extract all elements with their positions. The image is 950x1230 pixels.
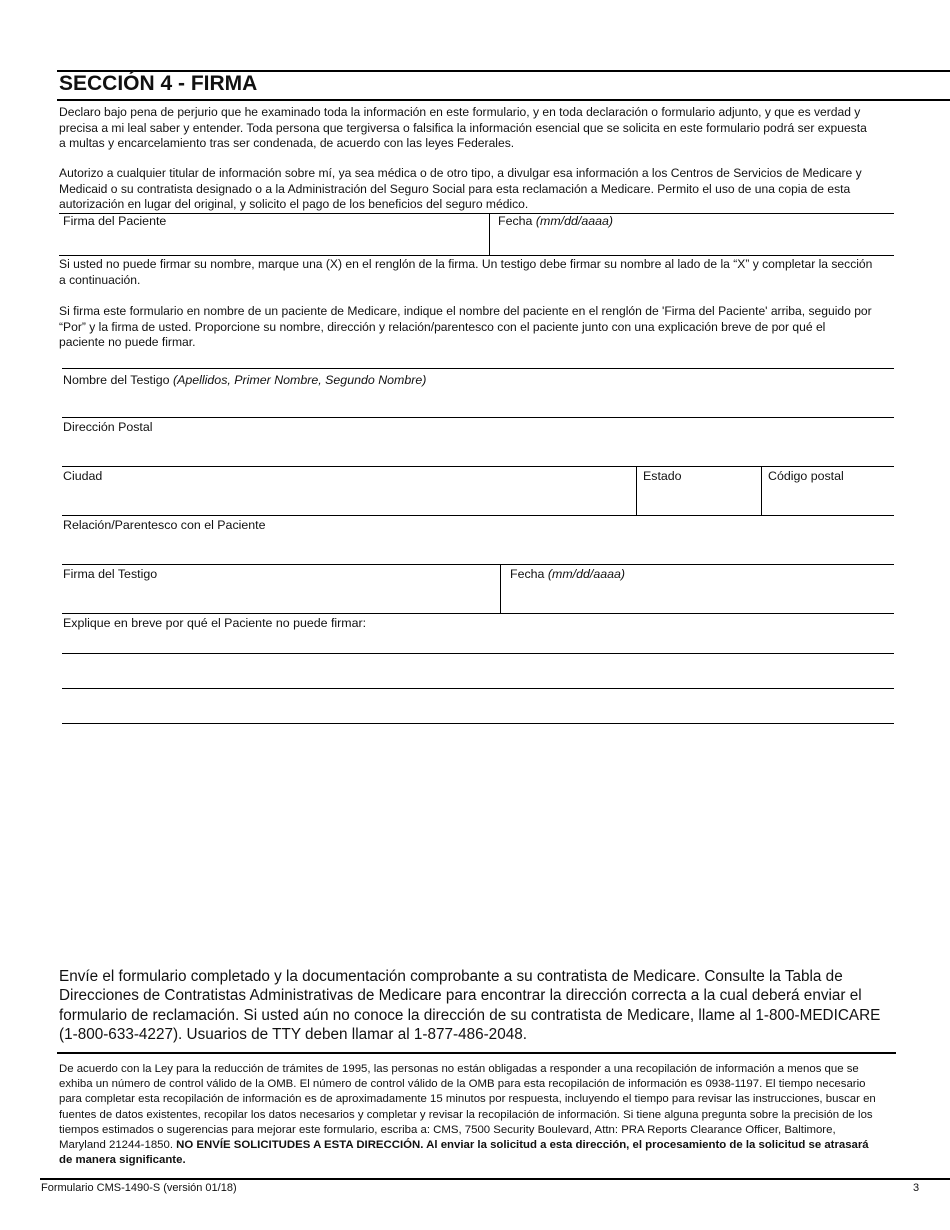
witness-zip-label: Código postal xyxy=(768,469,844,483)
pra-top-rule xyxy=(57,1052,896,1054)
witness-address-label: Dirección Postal xyxy=(63,420,153,434)
witness-name-label xyxy=(63,373,426,388)
witness-date-label xyxy=(510,567,625,582)
witness-explain-top-line xyxy=(62,613,894,614)
patient-date-label-text: Fecha xyxy=(498,214,533,228)
patient-date-label xyxy=(498,214,613,229)
instructions-paragraph-1: Si usted no puede firmar su nombre, marque una (X) en el renglón de la firma. Un testigo debe firmar su nombre al lado de la “X” y completar la sección a continuación. xyxy=(59,257,873,287)
witness-name-label-text: Nombre del Testigo xyxy=(63,373,170,387)
witness-explain-field-3[interactable] xyxy=(62,689,894,723)
witness-date-format: (mm/dd/aaaa) xyxy=(547,567,626,581)
declaration-paragraph-1: Declaro bajo pena de perjurio que he examinado toda la información en este formulario, y en toda declaración o formulario adjunto, y que es verdad y precisa a mi leal saber y entender. Toda persona que tergiversa o falsifica la información esencial que se solicita en este formulario podrá ser expuesta a multas y encarcelamiento tras ser condenada, de acuerdo con las leyes Federales. xyxy=(59,105,867,151)
witness-signature-label: Firma del Testigo xyxy=(63,567,158,581)
witness-explain-field-1[interactable] xyxy=(62,632,894,653)
pra-disclosure-warning: NO ENVÍE SOLICITUDES A ESTA DIRECCIÓN. Al enviar la solicitud a esta dirección, el procesamiento de la solicitud se atrasará de manera significante. xyxy=(59,1139,869,1167)
witness-address-field[interactable] xyxy=(62,418,894,466)
witness-relation-label: Relación/Parentesco con el Paciente xyxy=(63,518,266,532)
witness-explain-label: Explique en breve por qué el Paciente no puede firmar: xyxy=(63,616,367,630)
witness-city-label: Ciudad xyxy=(63,469,103,483)
instructions-paragraph-2: Si firma este formulario en nombre de un paciente de Medicare, indique el nombre del paciente en el renglón de 'Firma del Paciente' arriba, seguido por “Por” y la firma de usted. Proporcione su nombre, dirección y relación/parentesco con el paciente junto con una explicación breve de por qué el paciente no puede firmar. xyxy=(59,304,872,350)
patient-row-bottom-line xyxy=(59,255,894,256)
pra-disclosure-text: De acuerdo con la Ley para la reducción de trámites de 1995, las personas no están obligadas a responder a una recopilación de información a menos que se exhiba un número de control válido de la OMB. El número de control válido de la OMB para esta recopilación de información es 0938-1197. El tiempo necesario para completar esta recopilación de información es de aproximadamente 15 minutos por respuesta, incluyendo el tiempo para revisar las instrucciones, buscar en fuentes de datos existentes, recopilar los datos necesarios y completar y revisar la recopilación de información. Si tiene alguna pregunta sobre la precisión de los tiempos estimados o sugerencias para mejorar este formulario, escriba a: CMS, 7500 Security Boulevard, Attn: PRA Reports Clearance Officer, Baltimore, Maryland 21244-1850. xyxy=(59,1063,876,1152)
explain-line-3 xyxy=(62,723,894,724)
section-title: SECCIÓN 4 - FIRMA xyxy=(59,72,258,95)
witness-state-label: Estado xyxy=(643,469,682,483)
patient-date-format: (mm/dd/aaaa) xyxy=(535,214,614,228)
pra-disclosure xyxy=(59,1062,882,1168)
form-id: Formulario CMS-1490-S (versión 01/18) xyxy=(41,1182,237,1194)
footer-rule xyxy=(40,1178,950,1180)
section-title-underline xyxy=(57,99,950,101)
witness-date-label-text: Fecha xyxy=(510,567,545,581)
declaration-paragraph-2: Autorizo a cualquier titular de información sobre mí, ya sea médica o de otro tipo, a divulgar esa información a los Centros de Servicios de Medicare y Medicaid o su contratista designado o a la Administración del Seguro Social para esta reclamación a Medicare. Permito el uso de una copia de esta autorización en lugar del original, y solicito el pago de los beneficios del seguro médico. xyxy=(59,166,862,212)
patient-signature-label: Firma del Paciente xyxy=(63,214,167,228)
mailing-notice: Envíe el formulario completado y la documentación comprobante a su contratista de Medicare. Consulte la Tabla de Direcciones de Contratistas Administrativas de Medicare para encontrar la dirección correcta a la cual deberá enviar el formulario de reclamación. Si usted aún no conoce la dirección de su contratista de Medicare, llame al 1-800-MEDICARE (1-800-633-4227). Usuarios de TTY deben llamar al 1-877-486-2048. xyxy=(59,968,881,1043)
page-number: 3 xyxy=(913,1182,920,1194)
witness-name-hint: (Apellidos, Primer Nombre, Segundo Nombre) xyxy=(172,373,427,387)
witness-city-field[interactable] xyxy=(62,467,636,515)
witness-explain-field-2[interactable] xyxy=(62,654,894,688)
